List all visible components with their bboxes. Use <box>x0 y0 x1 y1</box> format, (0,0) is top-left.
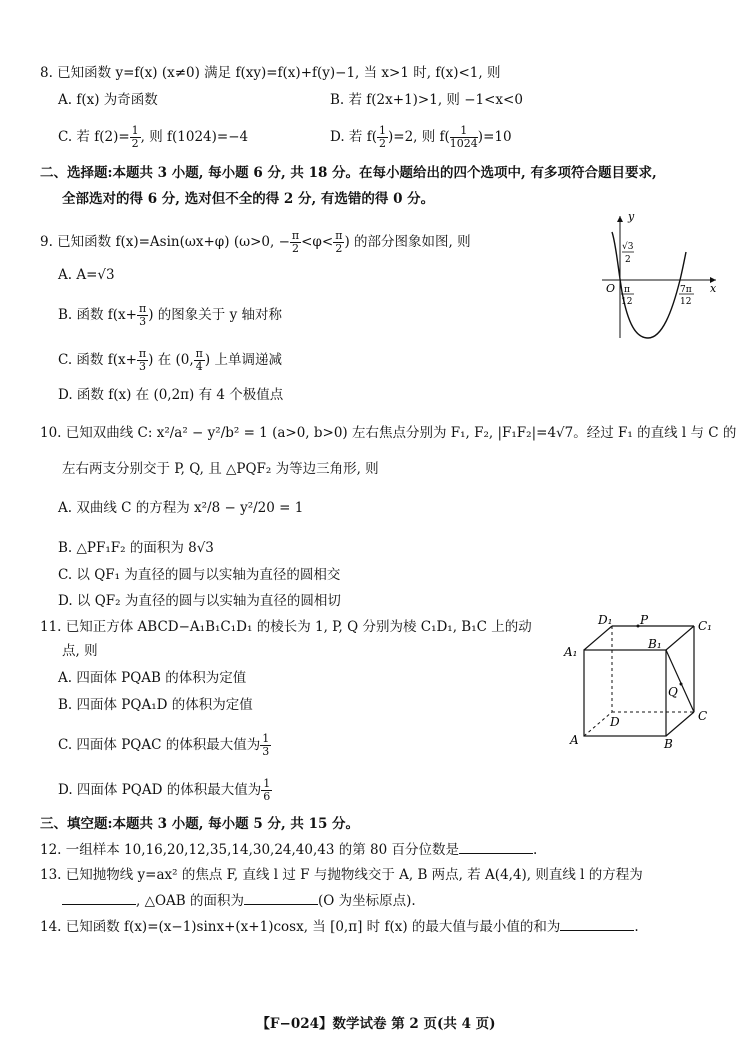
point-Q <box>680 683 683 686</box>
q11-option-a: A. 四面体 PQAB 的体积为定值 <box>58 670 247 686</box>
q9-stem-mid: <φ< <box>301 234 334 250</box>
q11-stem-cont: 点, 则 <box>62 643 98 659</box>
label-D: D <box>610 715 620 729</box>
cube-front-face <box>584 650 666 736</box>
q10-option-b: B. △PF₁F₂ 的面积为 8√3 <box>58 540 214 556</box>
q13-cont <box>62 892 416 910</box>
hidden-edge-A-D <box>584 712 612 736</box>
q13-end: (O 为坐标原点). <box>318 893 416 909</box>
q11-option-d-pre: D. 四面体 PQAD 的体积最大值为 <box>58 782 262 798</box>
fraction-denominator: 3 <box>139 315 147 328</box>
q11-option-d <box>58 778 272 803</box>
q8-option-b: B. 若 f(2x+1)>1, 则 −1<x<0 <box>330 92 523 108</box>
segment-B1-C <box>666 650 694 712</box>
q11-option-c <box>58 733 271 758</box>
fraction-numerator: 1 <box>450 125 478 138</box>
q13-stem: 13. 已知抛物线 y=ax² 的焦点 F, 直线 l 过 F 与抛物线交于 A, B 两点, 若 A(4,4), 则直线 l 的方程为 <box>40 867 643 883</box>
edge-A1-D1 <box>584 626 612 650</box>
fraction-denominator: 2 <box>131 137 139 150</box>
label-D1: D₁ <box>598 613 613 627</box>
q8-option-c-fraction <box>130 125 141 150</box>
q12-text: 12. 一组样本 10,16,20,12,35,14,30,24,40,43 的第 80 百分位数是 <box>40 842 460 858</box>
q12-end: . <box>533 842 538 858</box>
q11-cube-figure <box>560 612 720 752</box>
q9-stem-pre: 9. 已知函数 f(x)=Asin(ωx+φ) (ω>0, − <box>40 234 290 250</box>
q13-answer-blank-1[interactable] <box>62 892 136 905</box>
y-value-numerator: √3 <box>622 242 634 252</box>
q11-option-c-pre: C. 四面体 PQAC 的体积最大值为 <box>58 737 261 753</box>
q8-option-d-mid: )=2, 则 f( <box>387 129 450 145</box>
fraction-denominator: 3 <box>262 745 270 758</box>
fraction-numerator: 1 <box>378 124 386 137</box>
fraction-numerator: π <box>138 347 147 360</box>
q9-option-c-fraction-1 <box>137 348 148 373</box>
label-P: P <box>640 613 649 627</box>
q10-stem-cont: 左右两支分别交于 P, Q, 且 △PQF₂ 为等边三角形, 则 <box>62 461 379 477</box>
q11-option-d-fraction <box>261 778 272 803</box>
q14 <box>40 918 639 936</box>
q9-option-b <box>58 303 282 328</box>
q9-fraction-2 <box>333 230 344 255</box>
q8-option-d <box>330 125 512 150</box>
fraction-numerator: π <box>138 302 147 315</box>
label-C1: C₁ <box>698 619 712 633</box>
section-2-heading: 二、选择题:本题共 3 小题, 每小题 6 分, 共 18 分。在每小题给出的四个选项中, 有多项符合题目要求, <box>40 165 657 181</box>
q9-option-b-pre: B. 函数 f(x+ <box>58 307 137 323</box>
q8-stem: 8. 已知函数 y=f(x) (x≠0) 满足 f(xy)=f(x)+f(y)−1, 当 x>1 时, f(x)<1, 则 <box>40 65 501 81</box>
section-2-heading-cont: 全部选对的得 6 分, 选对但不全的得 2 分, 有选错的得 0 分。 <box>62 191 435 207</box>
label-Q: Q <box>668 685 678 699</box>
edge-B1-C1 <box>666 626 694 650</box>
q9-option-d: D. 函数 f(x) 在 (0,2π) 有 4 个极值点 <box>58 387 284 403</box>
x2-numerator: 7π <box>680 285 692 295</box>
q9-sine-graph <box>600 212 720 342</box>
x-axis-label: x <box>710 282 717 295</box>
label-A1: A₁ <box>564 645 578 659</box>
fraction-denominator: 2 <box>378 137 386 150</box>
q9-stem-post: ) 的部分图象如图, 则 <box>344 234 471 250</box>
q8-option-a: A. f(x) 为奇函数 <box>58 92 158 108</box>
section-3-heading: 三、填空题:本题共 3 小题, 每小题 5 分, 共 15 分。 <box>40 816 360 832</box>
q12 <box>40 841 537 859</box>
q8-option-d-pre: D. 若 f( <box>330 129 377 145</box>
y-axis-arrow-icon <box>617 216 623 222</box>
q8-option-c <box>58 125 248 150</box>
y-value-denominator: 2 <box>625 255 631 265</box>
x1-numerator: π <box>624 285 630 295</box>
q8-option-d-post: )=10 <box>477 129 512 145</box>
q9-option-c-post: ) 上单调递减 <box>204 352 282 368</box>
fraction-numerator: 1 <box>131 124 139 137</box>
q11-option-b: B. 四面体 PQA₁D 的体积为定值 <box>58 697 253 713</box>
q14-answer-blank[interactable] <box>560 918 634 931</box>
label-A: A <box>570 733 579 747</box>
q11-option-c-fraction <box>260 733 271 758</box>
q9-stem <box>40 230 471 255</box>
fraction-denominator: 1024 <box>449 137 478 150</box>
q9-option-a: A. A=√3 <box>58 267 115 283</box>
q10-stem: 10. 已知双曲线 C: x²/a² − y²/b² = 1 (a>0, b>0) 左右焦点分别为 F₁, F₂, |F₁F₂|=4√7。经过 F₁ 的直线 l 与 C 的 <box>40 425 737 441</box>
q9-option-c-pre: C. 函数 f(x+ <box>58 352 137 368</box>
q11-stem: 11. 已知正方体 ABCD−A₁B₁C₁D₁ 的棱长为 1, P, Q 分别为棱 C₁D₁, B₁C 上的动 <box>40 619 532 635</box>
fraction-numerator: π <box>195 347 203 360</box>
q10-option-a: A. 双曲线 C 的方程为 x²/8 − y²/20 = 1 <box>58 500 304 516</box>
q9-option-c-fraction-2 <box>194 348 205 373</box>
origin-label: O <box>606 282 616 295</box>
q8-option-d-fraction-1 <box>377 125 388 150</box>
fraction-numerator: π <box>291 229 300 242</box>
fraction-numerator: π <box>335 229 343 242</box>
q9-option-c-mid: ) 在 (0, <box>148 352 194 368</box>
fraction-denominator: 4 <box>195 360 203 373</box>
q14-end: . <box>634 919 639 935</box>
q10-option-d: D. 以 QF₂ 为直径的圆与以实轴为直径的圆相切 <box>58 593 341 609</box>
label-C: C <box>698 709 708 723</box>
q14-text: 14. 已知函数 f(x)=(x−1)sinx+(x+1)cosx, 当 [0,π] 时 f(x) 的最大值与最小值的和为 <box>40 919 561 935</box>
q9-fraction-1 <box>290 230 301 255</box>
label-B1: B₁ <box>648 637 662 651</box>
q10-option-c: C. 以 QF₁ 为直径的圆与以实轴为直径的圆相交 <box>58 567 341 583</box>
fraction-numerator: 1 <box>263 777 271 790</box>
q12-answer-blank[interactable] <box>459 841 533 854</box>
fraction-denominator: 2 <box>292 242 299 255</box>
q8-option-c-post: , 则 f(1024)=−4 <box>140 129 249 145</box>
fraction-denominator: 6 <box>263 790 271 803</box>
x1-denominator: 12 <box>621 297 633 307</box>
q9-option-c <box>58 348 282 373</box>
q8-option-d-fraction-2 <box>450 125 478 150</box>
q13-answer-blank-2[interactable] <box>244 892 318 905</box>
q9-option-b-fraction <box>137 303 148 328</box>
x2-denominator: 12 <box>680 297 692 307</box>
fraction-denominator: 3 <box>139 360 147 373</box>
page-footer: 【F−024】数学试卷 第 2 页(共 4 页) <box>256 1016 496 1032</box>
edge-B-C <box>666 712 694 736</box>
fraction-denominator: 2 <box>335 242 343 255</box>
q13-mid: , △OAB 的面积为 <box>136 893 244 909</box>
label-B: B <box>664 737 673 751</box>
y-axis-label: y <box>628 212 635 223</box>
q8-option-c-pre: C. 若 f(2)= <box>58 129 130 145</box>
fraction-numerator: 1 <box>262 732 270 745</box>
q9-option-b-post: ) 的图象关于 y 轴对称 <box>148 307 282 323</box>
